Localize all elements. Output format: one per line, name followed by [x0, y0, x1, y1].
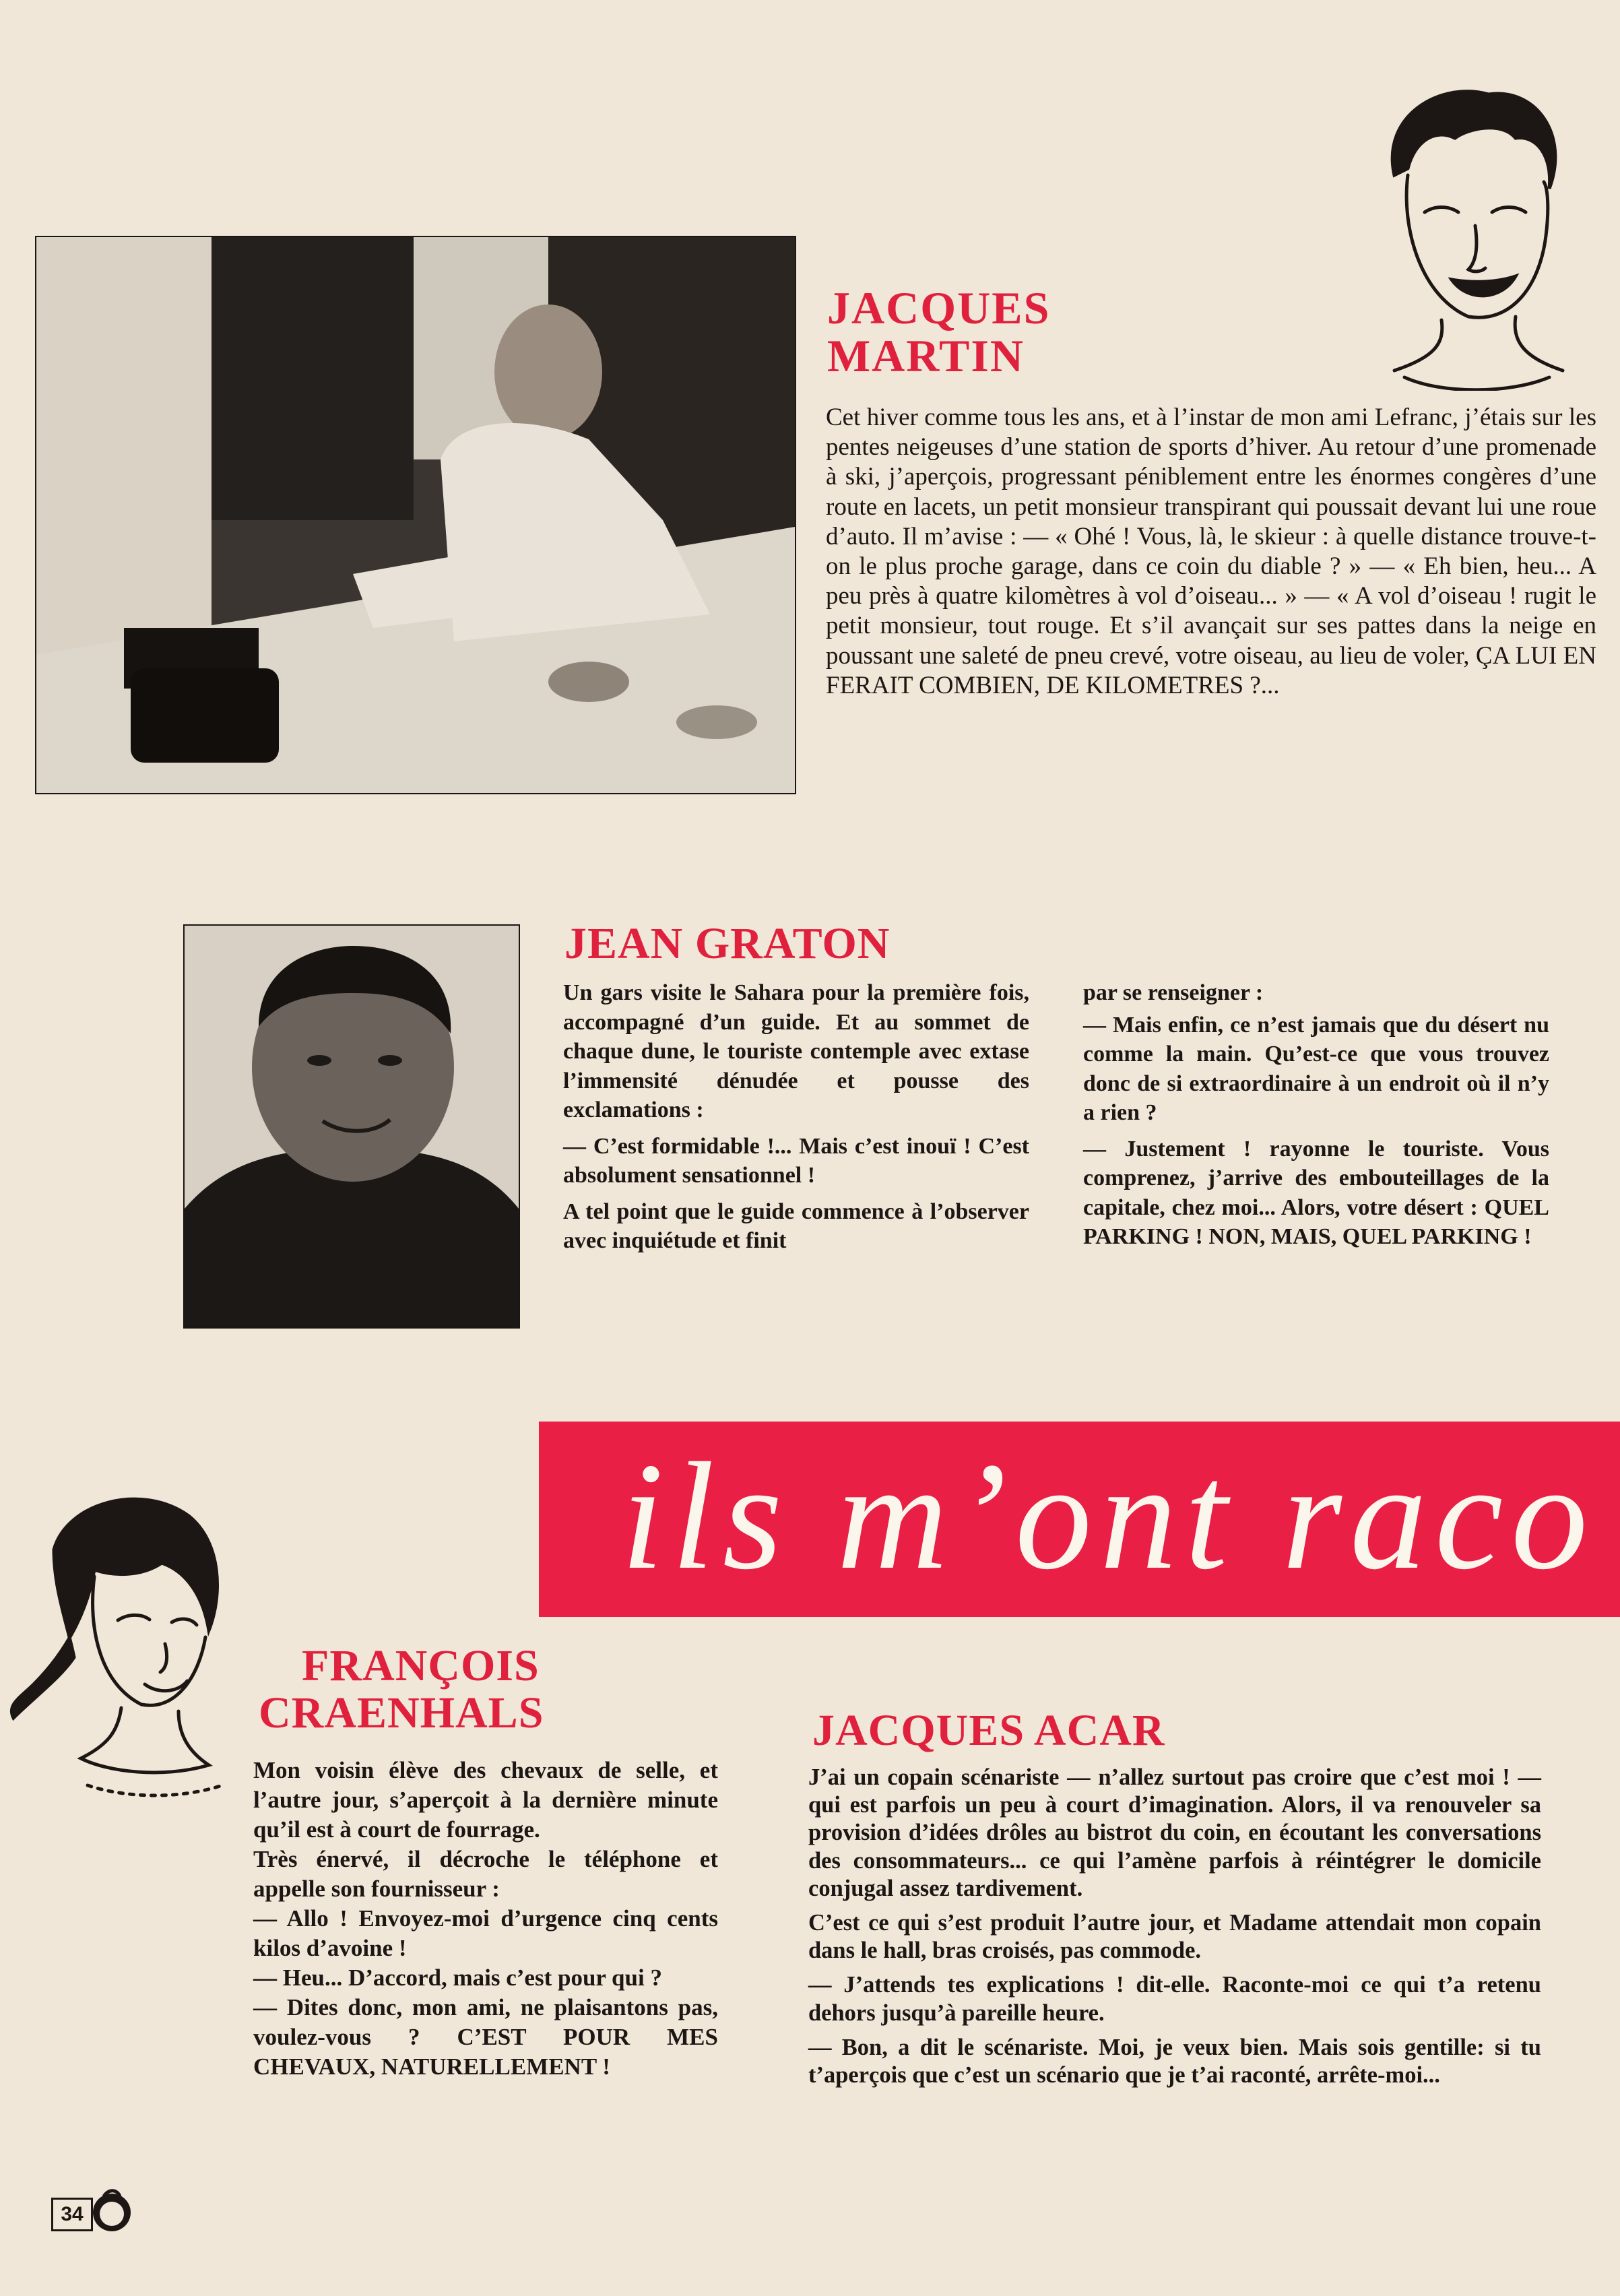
- jacques-martin-name-line2: MARTIN: [827, 330, 1025, 382]
- boy-sketch-illustration: [1367, 74, 1569, 391]
- jacques-martin-photo: [35, 236, 796, 794]
- page-number: 34: [51, 2198, 93, 2231]
- craenhals-name-line2: CRAENHALS: [259, 1688, 544, 1737]
- girl-sketch-illustration: [7, 1475, 249, 1806]
- acar-paragraph-4: — Bon, a dit le scénariste. Moi, je veux bien. Mais sois gentille: si tu t’aperçois que c’est un scénario que je t’ai raconté, arrête-moi...: [808, 2034, 1541, 2088]
- title-banner: [539, 1422, 1620, 1617]
- graton-paragraph-2: — C’est formidable !... Mais c’est inouï ! C’est absolument sensationnel !: [563, 1133, 1029, 1188]
- jacques-acar-story: [808, 1764, 1541, 2089]
- jacques-martin-name: [827, 284, 1050, 381]
- craenhals-name-line1: FRANÇOIS: [302, 1641, 540, 1690]
- graton-paragraph-1: Un gars visite le Sahara pour la première fois, accompagné d’un guide. Et au sommet de chaque dune, le touriste contemple avec extase l’immensité dénudée et pousse des exclamations :: [563, 980, 1029, 1122]
- jean-graton-story-col1: [563, 978, 1029, 1256]
- craenhals-paragraph-4: — Heu... D’accord, mais c’est pour qui ?: [253, 1965, 662, 1991]
- graton-paragraph-5: — Mais enfin, ce n’est jamais que du désert nu comme la main. Qu’est-ce que vous trouvez donc de si extraordinaire à un endroit où il n’y a rien ?: [1083, 1012, 1549, 1125]
- craenhals-paragraph-5: — Dites donc, mon ami, ne plaisantons pas, voulez-vous ? C’EST POUR MES CHEVAUX, NATURELLEMENT !: [253, 1994, 718, 2080]
- graton-paragraph-4: par se renseigner :: [1083, 980, 1264, 1005]
- francois-craenhals-name: [259, 1641, 544, 1737]
- jean-graton-name: JEAN GRATON: [564, 919, 890, 968]
- acar-paragraph-2: C’est ce qui s’est produit l’autre jour, et Madame attendait mon copain dans le hall, bras croisés, pas commode.: [808, 1910, 1541, 1964]
- banner-title: ils m’ont raco: [621, 1432, 1596, 1601]
- jacques-martin-name-line1: JACQUES: [827, 282, 1051, 333]
- craenhals-paragraph-3: — Allo ! Envoyez-moi d’urgence cinq cents kilos d’avoine !: [253, 1905, 718, 1961]
- jean-graton-story-col2: [1083, 978, 1549, 1258]
- jean-graton-photo: [183, 924, 520, 1329]
- jacques-martin-paragraph: Cet hiver comme tous les ans, et à l’instar de mon ami Lefranc, j’étais sur les pentes neigeuses d’une station de sports d’hiver. Au retour d’une promenade à ski, j’aperçois, progressant péniblement entre les énormes congères d’une route en lacets, un petit monsieur transpirant qui poussait devant lui une roue d’auto. Il m’avise : — « Ohé ! Vous, là, le skieur : à quelle distance trouve-t-on le plus proche garage, dans ce coin du diable ? » — « Eh bien, heu... A peu près à quatre kilomètres à vol d’oiseau... » — « A vol d’oiseau ! rugit le petit monsieur, tout rouge. Et s’il avançait sur ses pattes dans la neige en poussant une saleté de pneu crevé, votre oiseau, au lieu de voler, ÇA LUI EN FERAIT COMBIEN, DE KILOMETRES ?...: [826, 404, 1596, 699]
- francois-craenhals-story: [253, 1756, 718, 2082]
- acar-paragraph-1: J’ai un copain scénariste — n’allez surtout pas croire que c’est moi ! — qui est parfois un peu à court d’imagination. Alors, il va renouveler sa provision d’idées drôles au bistrot du coin, en écoutant les conversations des consommateurs... ce qui l’amène parfois à réintégrer le domicile conjugal assez tardivement.: [808, 1764, 1541, 1901]
- jacques-acar-name: JACQUES ACAR: [812, 1706, 1165, 1755]
- craenhals-paragraph-2: Très énervé, il décroche le téléphone et appelle son fournisseur :: [253, 1846, 718, 1902]
- graton-paragraph-6: — Justement ! rayonne le touriste. Vous comprenez, j’arrive des embouteillages de la capitale, chez moi... Alors, votre désert : QUEL PARKING ! NON, MAIS, QUEL PARKING !: [1083, 1136, 1549, 1249]
- mascot-icon: [90, 2188, 133, 2234]
- craenhals-paragraph-1: Mon voisin élève des chevaux de selle, et l’autre jour, s’aperçoit à la dernière minute qu’il est à court de fourrage.: [253, 1757, 718, 1843]
- jacques-martin-story: [826, 403, 1596, 707]
- acar-paragraph-3: — J’attends tes explications ! dit-elle. Raconte-moi ce qui t’a retenu dehors jusqu’à pareille heure.: [808, 1972, 1541, 2026]
- graton-paragraph-3: A tel point que le guide commence à l’observer avec inquiétude et finit: [563, 1199, 1029, 1253]
